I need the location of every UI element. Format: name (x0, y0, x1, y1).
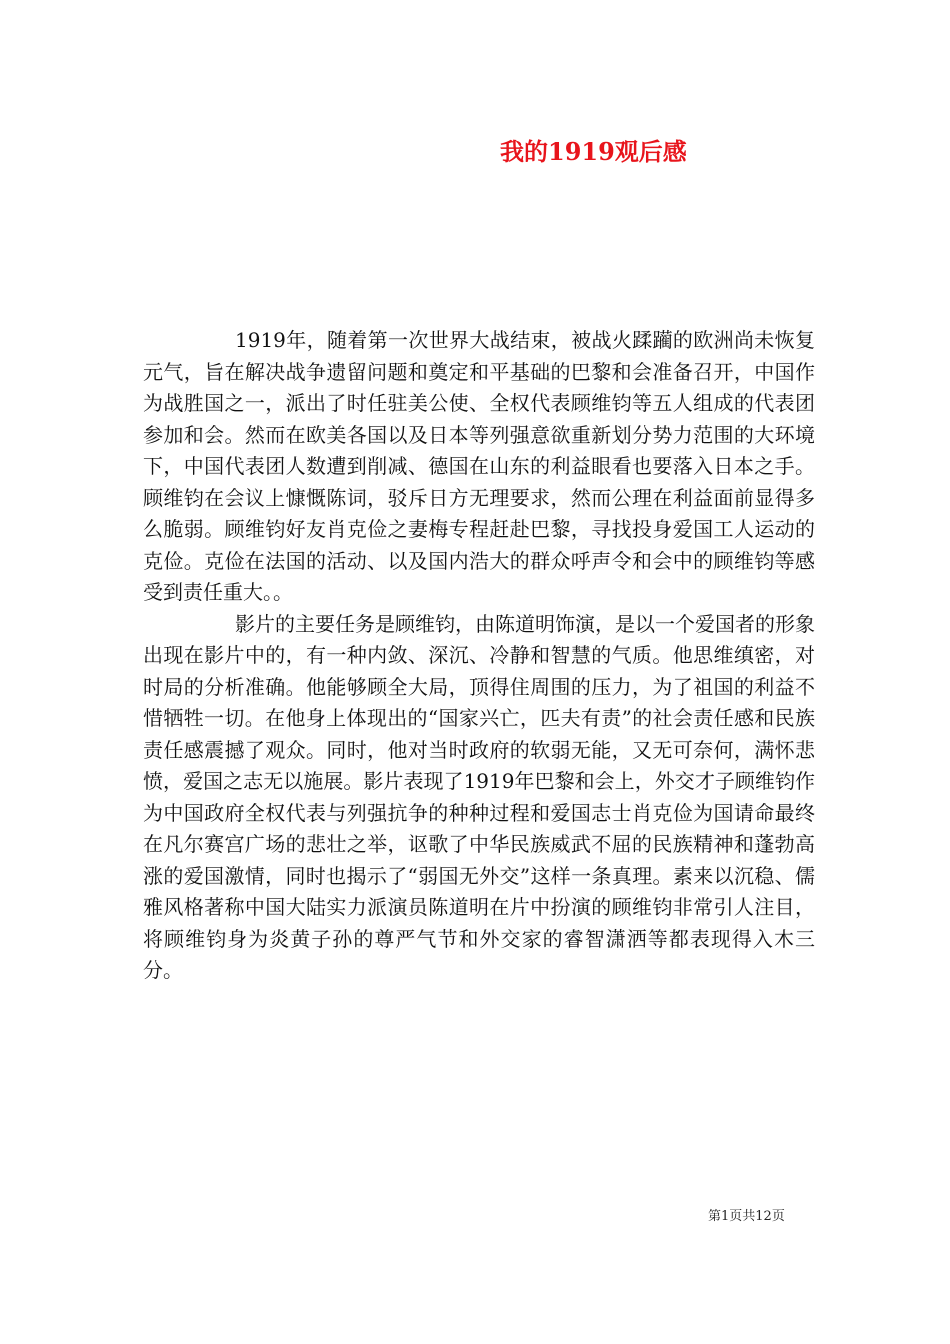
document-title: 我的1919观后感 (500, 137, 687, 166)
paragraph-1: 1919年，随着第一次世界大战结束，被战火蹂躏的欧洲尚未恢复元气，旨在解决战争遗留问题和奠定和平基础的巴黎和会准备召开，中国作为战胜国之一，派出了时任驻美公使、全权代表顾维钧等五人组成的代表团参加和会。然而在欧美各国以及日本等列强意欲重新划分势力范围的大环境下，中国代表团人数遭到削减、德国在山东的利益眼看也要落入日本之手。顾维钧在会议上慷慨陈词，驳斥日方无理要求，然而公理在利益面前显得多么脆弱。顾维钧好友肖克俭之妻梅专程赶赴巴黎，寻找投身爱国工人运动的克俭。克俭在法国的活动、以及国内浩大的群众呼声令和会中的顾维钧等感受到责任重大。。 (143, 328, 815, 604)
document-body (143, 325, 815, 987)
paragraph-2: 影片的主要任务是顾维钧，由陈道明饰演，是以一个爱国者的形象出现在影片中的，有一种内敛、深沉、冷静和智慧的气质。他思维缜密，对时局的分析准确。他能够顾全大局，顶得住周围的压力，为了祖国的利益不惜牺牲一切。在他身上体现出的“国家兴亡，匹夫有责”的社会责任感和民族责任感震撼了观众。同时，他对当时政府的软弱无能，又无可奈何，满怀悲愤，爱国之志无以施展。影片表现了1919年巴黎和会上，外交才子顾维钧作为中国政府全权代表与列强抗争的种种过程和爱国志士肖克俭为国请命最终在凡尔赛宫广场的悲壮之举，讴歌了中华民族威武不屈的民族精神和蓬勃高涨的爱国激情，同时也揭示了“弱国无外交”这样一条真理。素来以沉稳、儒雅风格著称中国大陆实力派演员陈道明在片中扮演的顾维钧非常引人注目，将顾维钧身为炎黄子孙的尊严气节和外交家的睿智潇洒等都表现得入木三分。 (143, 611, 815, 982)
page-number: 第1页共12页 (708, 1209, 785, 1224)
